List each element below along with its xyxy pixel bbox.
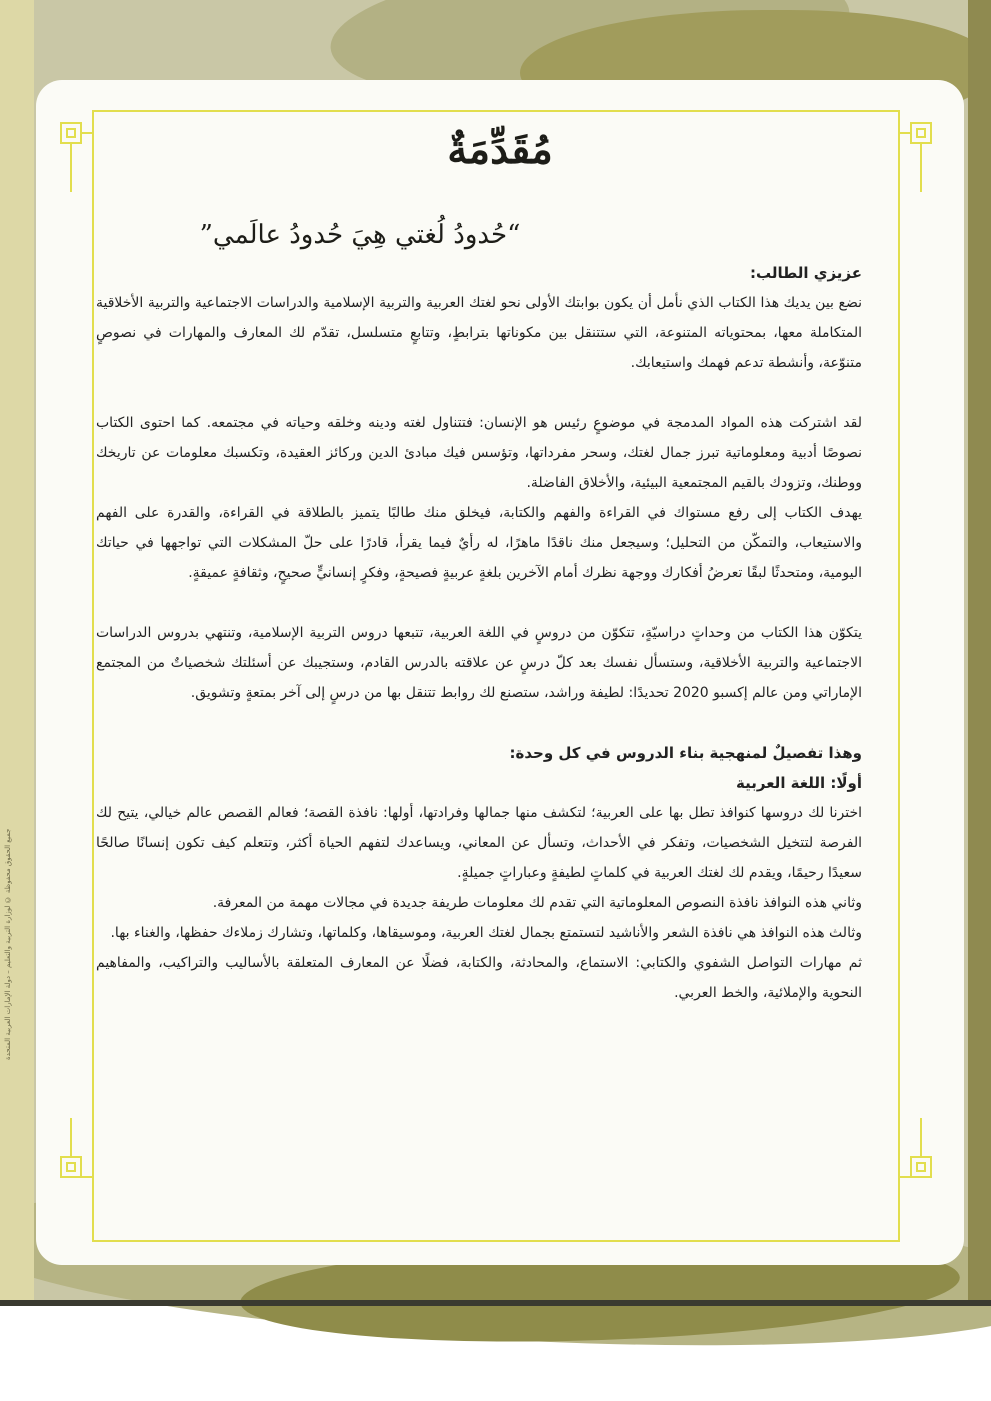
- frame-corner-ornament: [910, 1156, 932, 1178]
- copyright-spine-text: جميع الحقوق محفوظة © لوزارة التربية والتعليم – دولة الإمارات العربية المتحدة: [4, 828, 12, 1060]
- page-title: مُقَدِّمَةٌ: [447, 126, 553, 173]
- frame-corner-ornament: [60, 1156, 82, 1178]
- paragraph: يتكوّن هذا الكتاب من وحداتٍ دراسيّةٍ، تتكوّن من دروسٍ في اللغة العربية، تتبعها دروس التربية الإسلامية، وتنتهي بدروس الدراسات الاجتماعية والتربية الأخلاقية، وستسأل نفسك بعد كلّ درسٍ عن علاقته بالدرس القادم، وستجيبك عن أسئلتك شخصياتٌ من المجتمع الإماراتي ومن عالم إكسبو 2020 تحديدًا: لطيفة وراشد، ستصنع لك روابط تتنقل بها من درسٍ إلى آخر بمتعةٍ وتشويق.: [96, 625, 862, 701]
- paragraph: لقد اشتركت هذه المواد المدمجة في موضوعٍ رئيس هو الإنسان: فتتناول لغته ودينه وخلقه وحياته في مجتمعه. كما احتوى الكتاب نصوصًا أدبية ومعلوماتية تبرز جمال لغتك، وسحر مفرداتها، وتؤسس فيك مبادئ الدين وركائز العقيدة، وتكسبك معلومات عن تاريخك ووطنك، وتزودك بالقيم المجتمعية البيئية، والأخلاق الفاضلة.: [96, 415, 862, 491]
- paragraph: وثالث هذه النوافذ هي نافذة الشعر والأناشيد لتستمتع بجمال لغتك العربية، وموسيقاها، وكلماتها، وتشارك زملاءك حفظها، والغناء بها.: [110, 925, 862, 941]
- page-bottom-edge: [0, 1300, 991, 1306]
- paragraph: ثم مهارات التواصل الشفوي والكتابي: الاستماع، والمحادثة، والكتابة، فضلًا عن المعارف المتعلقة بالأساليب والتراكيب، والمفاهيم النحوية والإملائية، والخط العربي.: [96, 955, 862, 1001]
- paragraph: اخترنا لك دروسها كنوافذ تطل بها على العربية؛ لتكشف منها جمالها وفرادتها، أولها: نافذة القصة؛ فعالم القصص عالم خيالي، يتيح لك الفرصة لتتخيل الشخصيات، وتفكر في الأحداث، وتسأل عن المعاني، ويساعدك لتفهم الحياة أكثر، وتتعلم كيف تكون إنسانًا صالحًا سعيدًا رحيمًا، ويقدم لك لغتك العربية في كلماتٍ لطيفةٍ وعباراتٍ جميلةٍ.: [96, 805, 862, 881]
- frame-corner-ornament: [910, 122, 932, 144]
- spacer: [96, 708, 862, 738]
- introduction-body: [96, 258, 862, 1008]
- frame-corner-ornament: [60, 122, 82, 144]
- spacer: [96, 378, 862, 408]
- paragraph: نضع بين يديك هذا الكتاب الذي نأمل أن يكون بوابتك الأولى نحو لغتك العربية والتربية الإسلامية والدراسات الاجتماعية والتربية الأخلاقية المتكاملة معها، بمحتوياته المتنوعة، التي ستتنقل بين مكوناتها بترابطٍ، وتتابعٍ متسلسل، تقدّم لك المعارف والمهارات في نصوصٍ متنوّعة، وأنشطة تدعم فهمك واستيعابك.: [96, 295, 862, 371]
- spacer: [96, 588, 862, 618]
- page-edge: [968, 0, 991, 1305]
- section-heading: وهذا تفصيلٌ لمنهجية بناء الدروس في كل وحدة:: [509, 744, 862, 762]
- paragraph: يهدف الكتاب إلى رفع مستواك في القراءة والفهم والكتابة، فيخلق منك طالبًا يتميز بالطلاقة في القراءة، والقدرة على الفهم والاستيعاب، والتمكّن من التحليل؛ وسيجعل منك ناقدًا ماهرًا، له رأيٌ فيما يقرأ، قادرًا على حلّ المشكلات التي تواجهها في حياتك اليومية، ومتحدثًا لبقًا تعرضُ أفكارك ووجهة نظرك أمام الآخرين بلغةٍ عربيةٍ فصيحةٍ، وفكرٍ إنسانيٍّ صحيحٍ، وثقافةٍ عميقةٍ.: [96, 505, 862, 581]
- paragraph: وثاني هذه النوافذ نافذة النصوص المعلوماتية التي تقدم لك معلومات طريفة جديدة في مجالات مهمة من المعرفة.: [212, 895, 862, 911]
- epigraph-quote: “حُدودُ لُغتي هِيَ حُدودُ عالَمي”: [199, 220, 521, 250]
- greeting-heading: عزيزي الطالب:: [749, 264, 862, 282]
- subsection-heading: أولًا: اللغة العربية: [736, 774, 862, 792]
